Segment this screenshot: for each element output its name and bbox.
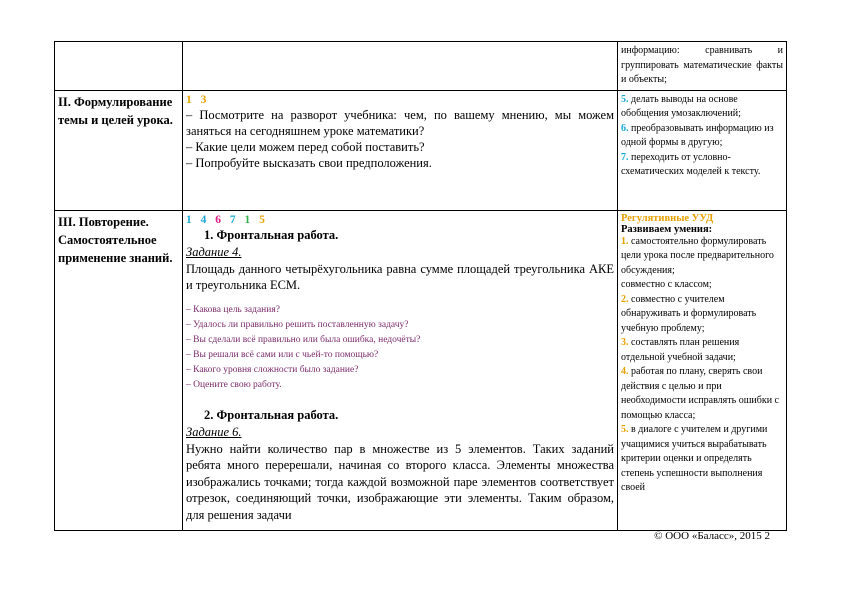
method-number: 3: [200, 93, 208, 106]
reflection-questions: [186, 303, 614, 393]
uud-item: [621, 122, 783, 151]
section-heading: 1. Фронтальная работа.: [204, 227, 339, 242]
uud-subtitle: Развиваем умения:: [621, 223, 713, 235]
uud-item-text: совместно с учителем обнаруживать и формулировать учебную проблему;: [621, 293, 757, 334]
question-line: – Попробуйте высказать свои предположения.: [186, 155, 432, 170]
method-number: 1: [186, 93, 193, 106]
stage-title: III. Повторение. Самостоятельное применение знаний.: [58, 214, 173, 265]
reflection-question: – Какого уровня сложности было задание?: [186, 364, 359, 375]
uud-item-text: преобразовывать информацию из одной формы в другую;: [621, 122, 774, 148]
uud-item-number: 3.: [621, 337, 629, 348]
uud-item: [621, 93, 783, 122]
uud-item-text: составлять план решения отдельной учебной задачи;: [621, 337, 740, 363]
uud-item-number: 6.: [621, 122, 629, 134]
reflection-question: – Вы сделали всё правильно или была ошибка, недочёты?: [186, 334, 421, 345]
uud-item-number: 5.: [621, 93, 629, 105]
method-number: 1: [186, 213, 193, 226]
uud-cell: [618, 42, 787, 91]
uud-item: [621, 293, 783, 337]
uud-item-text: совместно с классом;: [621, 279, 712, 290]
reflection-question: – Удалось ли правильно решить поставленную задачу?: [186, 319, 409, 330]
uud-cell: [618, 90, 787, 210]
uud-item: [621, 423, 783, 496]
uud-cell: [618, 210, 787, 530]
uud-item-number: 5.: [621, 424, 629, 435]
method-numbers: [186, 213, 614, 227]
question-line: – Посмотрите на разворот учебника: чем, по вашему мнению, мы можем заняться на сегодняшнем уроке математики?: [186, 107, 614, 138]
uud-item-text: в диалоге с учителем и другими учащимися учиться вырабатывать критерии оценки и определять степень успешности выполнения своей: [621, 424, 768, 493]
content-cell: [183, 210, 618, 530]
question-line: – Какие цели можем перед собой поставить?: [186, 139, 425, 154]
uud-item-text: переходить от условно-схематических моделей к тексту.: [621, 151, 761, 177]
section-heading: 2. Фронтальная работа.: [204, 407, 339, 422]
uud-item: [621, 235, 783, 279]
uud-title: Регулятивные УУД: [621, 212, 714, 224]
task-label: Задание 4.: [186, 244, 242, 259]
stage-cell: [55, 90, 183, 210]
task-label: Задание 6.: [186, 424, 242, 439]
lesson-plan-table: [54, 41, 787, 531]
table-row: [55, 42, 787, 91]
uud-item-number: 7.: [621, 151, 629, 163]
stage-cell: [55, 210, 183, 530]
content-cell: [183, 42, 618, 91]
uud-item: [621, 365, 783, 423]
stage-title: II. Формулирование темы и целей урока.: [58, 94, 173, 127]
method-number: 6: [215, 213, 222, 226]
method-number: 7: [229, 213, 237, 226]
content-cell: [183, 90, 618, 210]
method-numbers: [186, 93, 614, 107]
uud-item-number: 1.: [621, 235, 629, 247]
uud-item-text: работая по плану, сверять свои действия с целью и при необходимости исправлять ошибки с помощью класса;: [621, 366, 779, 421]
table-row: [55, 210, 787, 530]
uud-item: [621, 336, 783, 365]
table-row: [55, 90, 787, 210]
uud-item: [621, 151, 783, 180]
reflection-question: – Вы решали всё сами или с чьей-то помощью?: [186, 349, 379, 360]
uud-item-text: самостоятельно формулировать цели урока после предварительного обсуждения;: [621, 235, 774, 276]
footer-copyright: © ООО «Баласс», 2015 2: [654, 530, 770, 542]
uud-text: информацию: сравнивать и группировать математические факты и объекты;: [621, 45, 783, 85]
method-number: 4: [200, 213, 208, 226]
uud-item-number: 2.: [621, 293, 629, 305]
reflection-question: – Оцените свою работу.: [186, 379, 282, 390]
method-number: 1: [244, 213, 252, 226]
method-number: 5: [259, 213, 266, 226]
reflection-question: – Какова цель задания?: [186, 304, 280, 315]
task-text: Площадь данного четырёхугольника равна сумме площадей треугольника АКЕ и треугольника ЕСМ.: [186, 261, 614, 292]
task-text: Нужно найти количество пар в множестве из 5 элементов. Таких заданий ребята много перерешали, начиная со второго класса. Элементы множества изображались точками; тогда каждой возможной паре элементов соответствует отрезок, соединяющий точки, изображающие эти элементы. Таким образом, для решения задачи: [186, 441, 614, 522]
stage-cell: [55, 42, 183, 91]
uud-item: [621, 278, 783, 293]
uud-item-number: 4.: [621, 366, 629, 377]
uud-item-text: делать выводы на основе обобщения умозаключений;: [621, 93, 741, 119]
